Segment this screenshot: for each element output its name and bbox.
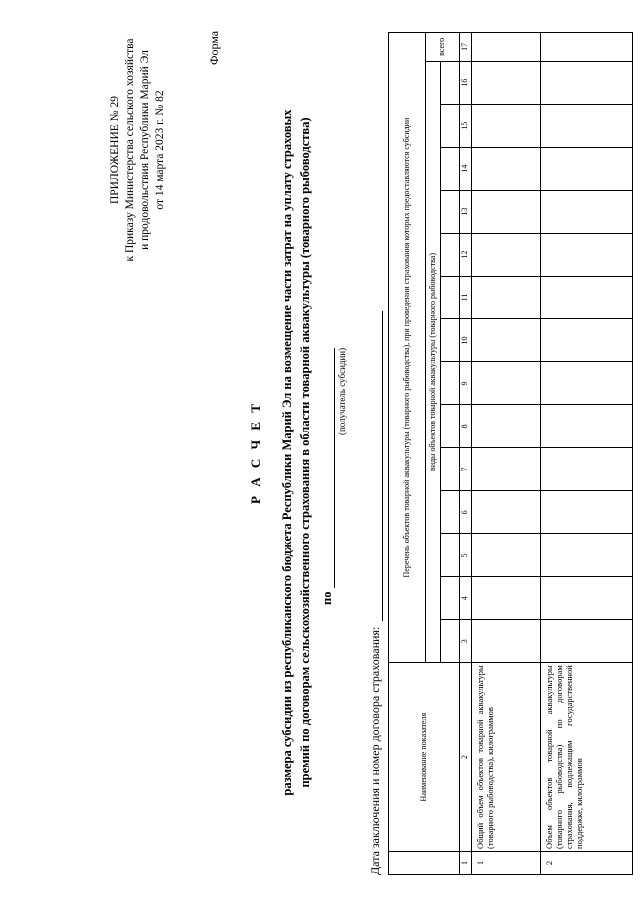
table-row: [540, 33, 632, 875]
row-number: 2: [540, 851, 632, 874]
value-cell[interactable]: [471, 620, 540, 663]
species-cell: [440, 276, 459, 319]
value-cell[interactable]: [471, 448, 540, 491]
value-cell[interactable]: [471, 405, 540, 448]
column-number: 11: [459, 276, 471, 319]
value-cell[interactable]: [471, 104, 540, 147]
column-number: 2: [459, 663, 471, 852]
value-cell[interactable]: [540, 319, 632, 362]
value-cell[interactable]: [540, 491, 632, 534]
appendix-title: ПРИЛОЖЕНИЕ № 29: [109, 96, 121, 205]
species-cell: [440, 620, 459, 663]
species-cell: [440, 104, 459, 147]
value-cell[interactable]: [471, 276, 540, 319]
column-number: 8: [459, 405, 471, 448]
recipient-line: [320, 348, 335, 605]
value-cell[interactable]: [540, 190, 632, 233]
row-indicator-name: Общий объем объектов товарной аквакультуры (товарного рыбоводства), килограммов: [471, 663, 540, 852]
contract-date-label: Дата заключения и номер договора страхования:: [368, 626, 382, 875]
value-cell[interactable]: [540, 620, 632, 663]
species-cell: [440, 534, 459, 577]
column-number: 9: [459, 362, 471, 405]
table-row: [471, 33, 540, 875]
row-number: 1: [471, 851, 540, 874]
column-number: 14: [459, 147, 471, 190]
column-number: 10: [459, 319, 471, 362]
column-number: 15: [459, 104, 471, 147]
species-cell: [440, 319, 459, 362]
header-no: [389, 851, 460, 874]
value-cell[interactable]: [540, 147, 632, 190]
value-cell[interactable]: [471, 577, 540, 620]
column-number: 16: [459, 61, 471, 104]
column-number: 6: [459, 491, 471, 534]
species-cell: [440, 448, 459, 491]
document-title: Р А С Ч Е Т: [248, 401, 263, 504]
column-number: 4: [459, 577, 471, 620]
value-cell[interactable]: [540, 534, 632, 577]
value-cell[interactable]: [471, 61, 540, 104]
value-cell[interactable]: [540, 33, 632, 62]
species-cell: [440, 491, 459, 534]
species-cell: [440, 61, 459, 104]
document-description: [278, 40, 314, 865]
recipient-blank[interactable]: [320, 348, 335, 588]
form-label: Форма: [207, 30, 221, 65]
appendix-order-line: к Приказу Министерства сельского хозяйства: [124, 38, 136, 262]
header-objects-group: Перечень объектов товарной аквакультуры (товарного рыбоводства), при проведении страхования которых предоставляются субсидии: [389, 33, 426, 663]
value-cell[interactable]: [471, 491, 540, 534]
column-number-row: [459, 33, 471, 875]
appendix-header: [108, 15, 168, 285]
species-cell: [440, 362, 459, 405]
species-cell: [440, 233, 459, 276]
header-total: всего: [425, 33, 459, 62]
subsidy-table: [388, 32, 633, 875]
species-cell: [440, 405, 459, 448]
po-label: по: [320, 591, 334, 605]
value-cell[interactable]: [540, 362, 632, 405]
species-cell: [440, 577, 459, 620]
value-cell[interactable]: [471, 319, 540, 362]
description-line-1: размера субсидии из республиканского бюджета Республики Марий Эл на возмещение части затрат на уплату страховых: [280, 109, 294, 796]
header-species-subgroup: виды объектов товарной аквакультуры (товарного рыбоводства): [425, 61, 440, 663]
appendix-date-line: от 14 марта 2023 г. № 82: [154, 90, 166, 210]
column-number: 17: [459, 33, 471, 62]
value-cell[interactable]: [471, 147, 540, 190]
value-cell[interactable]: [540, 276, 632, 319]
value-cell[interactable]: [540, 233, 632, 276]
value-cell[interactable]: [540, 577, 632, 620]
value-cell[interactable]: [471, 190, 540, 233]
contract-date-blank[interactable]: [369, 311, 383, 621]
header-indicator-name: Наименование показателя: [389, 663, 460, 852]
value-cell[interactable]: [540, 448, 632, 491]
column-number: 12: [459, 233, 471, 276]
appendix-ministry-line: и продовольствия Республики Марий Эл: [139, 50, 151, 250]
column-number: 5: [459, 534, 471, 577]
value-cell[interactable]: [471, 362, 540, 405]
description-line-2: премий по договорам сельскохозяйственного страхования в области товарной аквакультуры (товарного рыбоводства): [298, 117, 312, 788]
value-cell[interactable]: [471, 33, 540, 62]
column-number: 3: [459, 620, 471, 663]
column-number: 7: [459, 448, 471, 491]
recipient-caption: (получатель субсидии): [337, 347, 347, 435]
column-number: 13: [459, 190, 471, 233]
species-cell: [440, 147, 459, 190]
species-cell: [440, 190, 459, 233]
value-cell[interactable]: [471, 233, 540, 276]
value-cell[interactable]: [540, 61, 632, 104]
row-indicator-name: Объем объектов товарной аквакультуры (товарного рыбоводства) по договорам страхования, подлежащим государственной поддержке, килограммов: [540, 663, 632, 852]
value-cell[interactable]: [540, 405, 632, 448]
contract-date-line: [368, 311, 383, 875]
column-number: 1: [459, 851, 471, 874]
value-cell[interactable]: [471, 534, 540, 577]
value-cell[interactable]: [540, 104, 632, 147]
